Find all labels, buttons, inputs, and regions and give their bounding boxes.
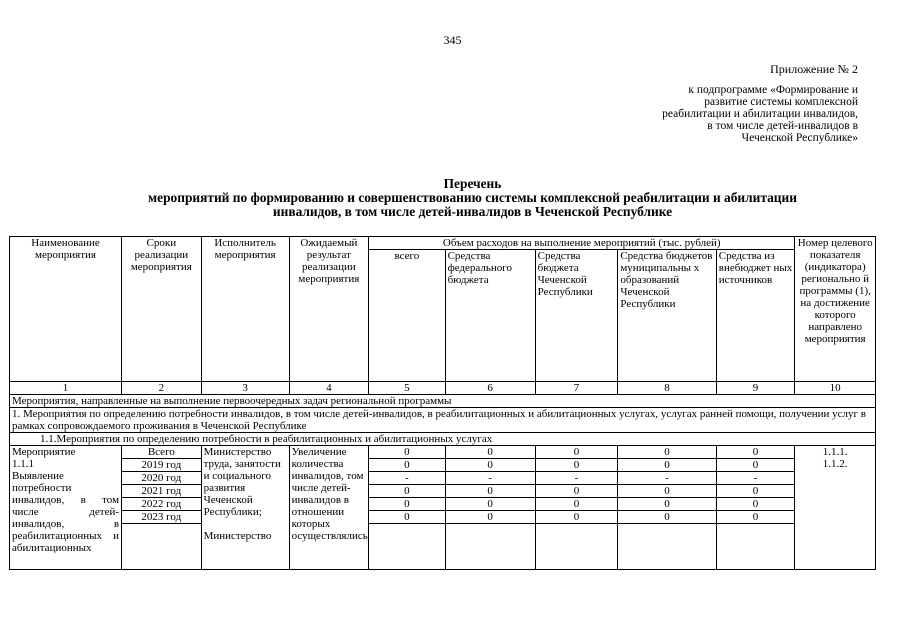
republic-grid bbox=[536, 446, 618, 524]
value-cell: 0 bbox=[536, 485, 618, 498]
value-cell: 0 bbox=[717, 485, 795, 498]
header-volume: Объем расходов на выполнение мероприятий (тыс. рублей) bbox=[369, 237, 795, 250]
appendix-subtitle-line: развитие системы комплексной bbox=[704, 96, 858, 108]
value-cell: 0 bbox=[446, 511, 535, 524]
measure-name bbox=[10, 446, 122, 570]
header-name: Наименование мероприятия bbox=[10, 237, 122, 382]
header-result: Ожидаемый результат реализации мероприятия bbox=[289, 237, 369, 382]
measure-result: Увеличение количества инвалидов, том числе детей-инвалидов в отношении которых осуществлялись bbox=[289, 446, 369, 570]
federal-grid bbox=[446, 446, 535, 524]
measure-municipal bbox=[618, 446, 716, 570]
subgroup-row: 1.1.Мероприятия по определению потребности в реабилитационных и абилитационных услугах bbox=[10, 433, 876, 446]
header-terms: Сроки реализации мероприятия bbox=[122, 237, 202, 382]
column-number: 8 bbox=[618, 382, 716, 395]
measure-total bbox=[369, 446, 445, 570]
measure-indicators bbox=[795, 446, 876, 570]
value-cell: 0 bbox=[536, 498, 618, 511]
measure-terms bbox=[122, 446, 202, 570]
term-cell: 2019 год bbox=[122, 459, 201, 472]
value-cell: 0 bbox=[369, 446, 444, 459]
appendix-subtitle-line: в том числе детей-инвалидов в bbox=[707, 120, 858, 132]
measure-name-text: Выявление потребности инвалидов, в том числе детей-инвалидов, в реабилитационных и абилитационных bbox=[12, 470, 120, 554]
column-number: 1 bbox=[10, 382, 122, 395]
measure-name-line2: 1.1.1 bbox=[12, 458, 34, 470]
header-republic: Средства бюджета Чеченской Республики bbox=[535, 250, 618, 382]
total-grid bbox=[369, 446, 444, 524]
document-title bbox=[0, 177, 905, 219]
column-number: 9 bbox=[716, 382, 795, 395]
document-title-line: инвалидов, в том числе детей-инвалидов в Чеченской Республике bbox=[272, 204, 673, 219]
term-cell: 2021 год bbox=[122, 485, 201, 498]
column-number: 2 bbox=[122, 382, 202, 395]
value-cell: 0 bbox=[536, 446, 618, 459]
appendix-title: Приложение № 2 bbox=[770, 62, 858, 76]
group-row: 1. Мероприятия по определению потребности инвалидов, в том числе детей-инвалидов, в реабилитационных и абилитационных услугах, услугах ранней помощи, получении услуг в рамках сопровождаемого проживания в Чеченской Республике bbox=[10, 408, 876, 433]
value-cell: 0 bbox=[446, 446, 535, 459]
header-total: всего bbox=[369, 250, 445, 382]
measure-republic bbox=[535, 446, 618, 570]
measures-table bbox=[9, 236, 876, 570]
executor-text-2: Министерство bbox=[203, 530, 272, 542]
page-number: 345 bbox=[443, 33, 462, 47]
value-cell: - bbox=[369, 472, 444, 485]
column-number: 5 bbox=[369, 382, 445, 395]
header-municipal: Средства бюджетов муниципальны х образований Чеченской Республики bbox=[618, 250, 716, 382]
value-cell: 0 bbox=[446, 459, 535, 472]
column-number: 6 bbox=[445, 382, 535, 395]
header-executor: Исполнитель мероприятия bbox=[201, 237, 289, 382]
value-cell: 0 bbox=[618, 498, 715, 511]
value-cell: - bbox=[446, 472, 535, 485]
value-cell: 0 bbox=[618, 446, 715, 459]
appendix-subtitle bbox=[662, 84, 858, 144]
term-cell: Всего bbox=[122, 446, 201, 459]
value-cell: 0 bbox=[369, 498, 444, 511]
header-extra: Средства из внебюджет ных источников bbox=[716, 250, 795, 382]
document-title-line: Перечень bbox=[443, 176, 502, 191]
appendix-subtitle-line: Чеченской Республике» bbox=[741, 132, 858, 144]
value-cell: 0 bbox=[536, 459, 618, 472]
appendix-subtitle-line: реабилитации и абилитации инвалидов, bbox=[662, 108, 858, 120]
measure-name-line1: Мероприятие bbox=[12, 446, 76, 458]
header-indicator: Номер целевого показателя (индикатора) регионально й программы (1), на достижение которого направлено мероприятия bbox=[795, 237, 876, 382]
value-cell: 0 bbox=[446, 485, 535, 498]
value-cell: 0 bbox=[717, 498, 795, 511]
measure-extra bbox=[716, 446, 795, 570]
value-cell: - bbox=[536, 472, 618, 485]
section-row: Мероприятия, направленные на выполнение первоочередных задач региональной программы bbox=[10, 395, 876, 408]
indicator-number: 1.1.1. bbox=[822, 446, 848, 458]
document-title-line: мероприятий по формированию и совершенствованию системы комплексной реабилитации и абилитации bbox=[148, 190, 797, 205]
measure-row bbox=[10, 446, 876, 570]
value-cell: 0 bbox=[369, 459, 444, 472]
value-cell: 0 bbox=[717, 446, 795, 459]
indicator-number: 1.1.2. bbox=[822, 458, 848, 470]
extra-grid bbox=[717, 446, 795, 524]
value-cell: 0 bbox=[369, 511, 444, 524]
value-cell: 0 bbox=[369, 485, 444, 498]
column-number: 10 bbox=[795, 382, 876, 395]
value-cell: 0 bbox=[618, 511, 715, 524]
column-number: 3 bbox=[201, 382, 289, 395]
value-cell: - bbox=[717, 472, 795, 485]
measure-executor bbox=[201, 446, 289, 570]
value-cell: 0 bbox=[717, 511, 795, 524]
term-cell: 2020 год bbox=[122, 472, 201, 485]
column-number: 7 bbox=[535, 382, 618, 395]
municipal-grid bbox=[618, 446, 715, 524]
term-cell: 2022 год bbox=[122, 498, 201, 511]
executor-text: Министерство труда, занятости и социального развития Чеченской Республики; bbox=[203, 446, 281, 518]
value-cell: 0 bbox=[446, 498, 535, 511]
column-number: 4 bbox=[289, 382, 369, 395]
column-numbers-row bbox=[10, 382, 876, 395]
term-cell: 2023 год bbox=[122, 511, 201, 524]
value-cell: 0 bbox=[536, 511, 618, 524]
measure-federal bbox=[445, 446, 535, 570]
value-cell: - bbox=[618, 472, 715, 485]
terms-grid bbox=[122, 446, 201, 524]
value-cell: 0 bbox=[618, 485, 715, 498]
value-cell: 0 bbox=[717, 459, 795, 472]
appendix-subtitle-line: к подпрограмме «Формирование и bbox=[688, 84, 858, 96]
header-federal: Средства федерального бюджета bbox=[445, 250, 535, 382]
value-cell: 0 bbox=[618, 459, 715, 472]
